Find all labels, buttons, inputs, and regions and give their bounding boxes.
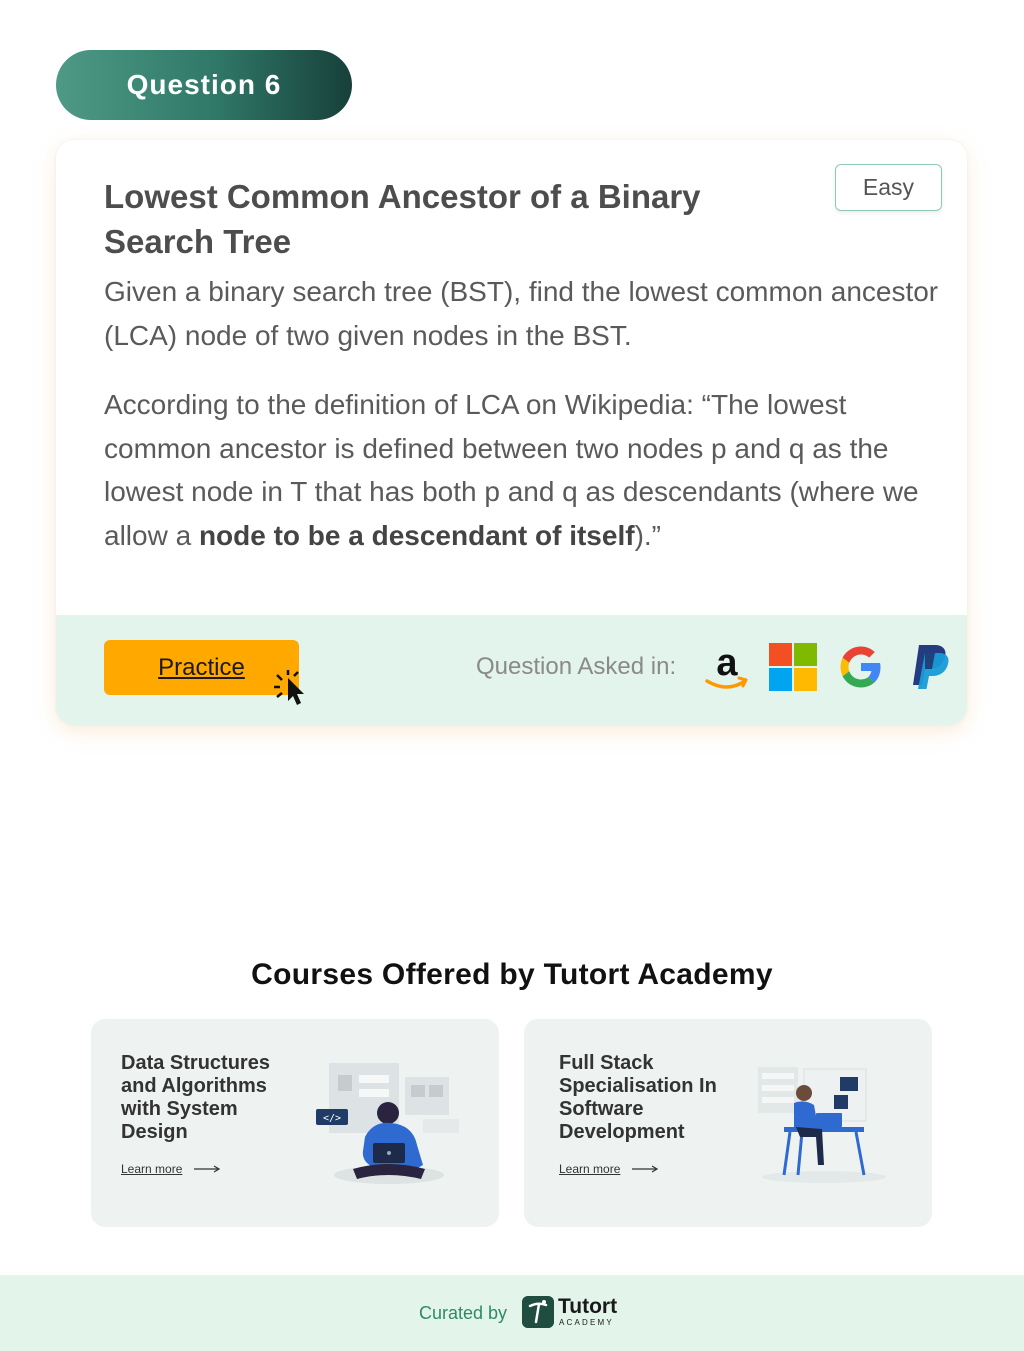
asked-in-label: Question Asked in: xyxy=(476,653,677,680)
tutort-logo-icon xyxy=(522,1296,554,1328)
question-number-badge: Question 6 xyxy=(56,50,352,120)
question-title: Lowest Common Ancestor of a Binary Search Tree xyxy=(104,178,701,260)
difficulty-badge: Easy xyxy=(835,164,942,211)
course-name: Data Structures and Algorithms with System Design xyxy=(121,1052,270,1143)
definition-end: ).” xyxy=(634,519,661,551)
arrow-right-icon xyxy=(194,1165,220,1173)
amazon-icon xyxy=(701,641,753,693)
curated-by-label: Curated by xyxy=(419,1303,508,1323)
microsoft-icon xyxy=(767,641,819,693)
question-card xyxy=(56,140,967,725)
definition-text: According to the definition of LCA on Wikipedia: “The lowest common ancestor is defined between two nodes p and q as the lowest node in T that has both p and q as descendants (where we allow a xyxy=(104,389,919,551)
developer-desk-illustration xyxy=(744,1047,894,1197)
arrow-right-icon xyxy=(632,1165,658,1173)
svg-text:</>: </> xyxy=(322,1113,342,1124)
card-footer xyxy=(56,615,967,725)
learn-more-link[interactable] xyxy=(559,1162,658,1176)
developer-illustration xyxy=(313,1047,463,1197)
definition-emphasis: node to be a descendant of itself xyxy=(198,519,635,551)
cursor-click-icon xyxy=(274,670,316,712)
google-icon xyxy=(835,641,887,693)
brand-name: Tutort xyxy=(558,1295,618,1318)
learn-more-label: Learn more xyxy=(559,1162,621,1176)
courses-heading: Courses Offered by Tutort Academy xyxy=(251,958,773,991)
page-footer xyxy=(0,1275,1024,1351)
question-description: Given a binary search tree (BST), find the lowest common ancestor (LCA) node of two given nodes in the BST. xyxy=(104,276,939,351)
course-name: Full Stack Specialisation In Software Development xyxy=(559,1052,717,1143)
learn-more-link[interactable] xyxy=(121,1162,220,1176)
svg-text:a: a xyxy=(716,642,738,684)
brand-subtitle: ACADEMY xyxy=(559,1318,614,1327)
question-definition xyxy=(104,383,944,557)
learn-more-label: Learn more xyxy=(121,1162,183,1176)
paypal-icon xyxy=(905,641,957,693)
practice-button[interactable]: Practice xyxy=(104,640,299,695)
course-card-fullstack[interactable] xyxy=(524,1019,932,1227)
course-card-dsa[interactable] xyxy=(91,1019,499,1227)
